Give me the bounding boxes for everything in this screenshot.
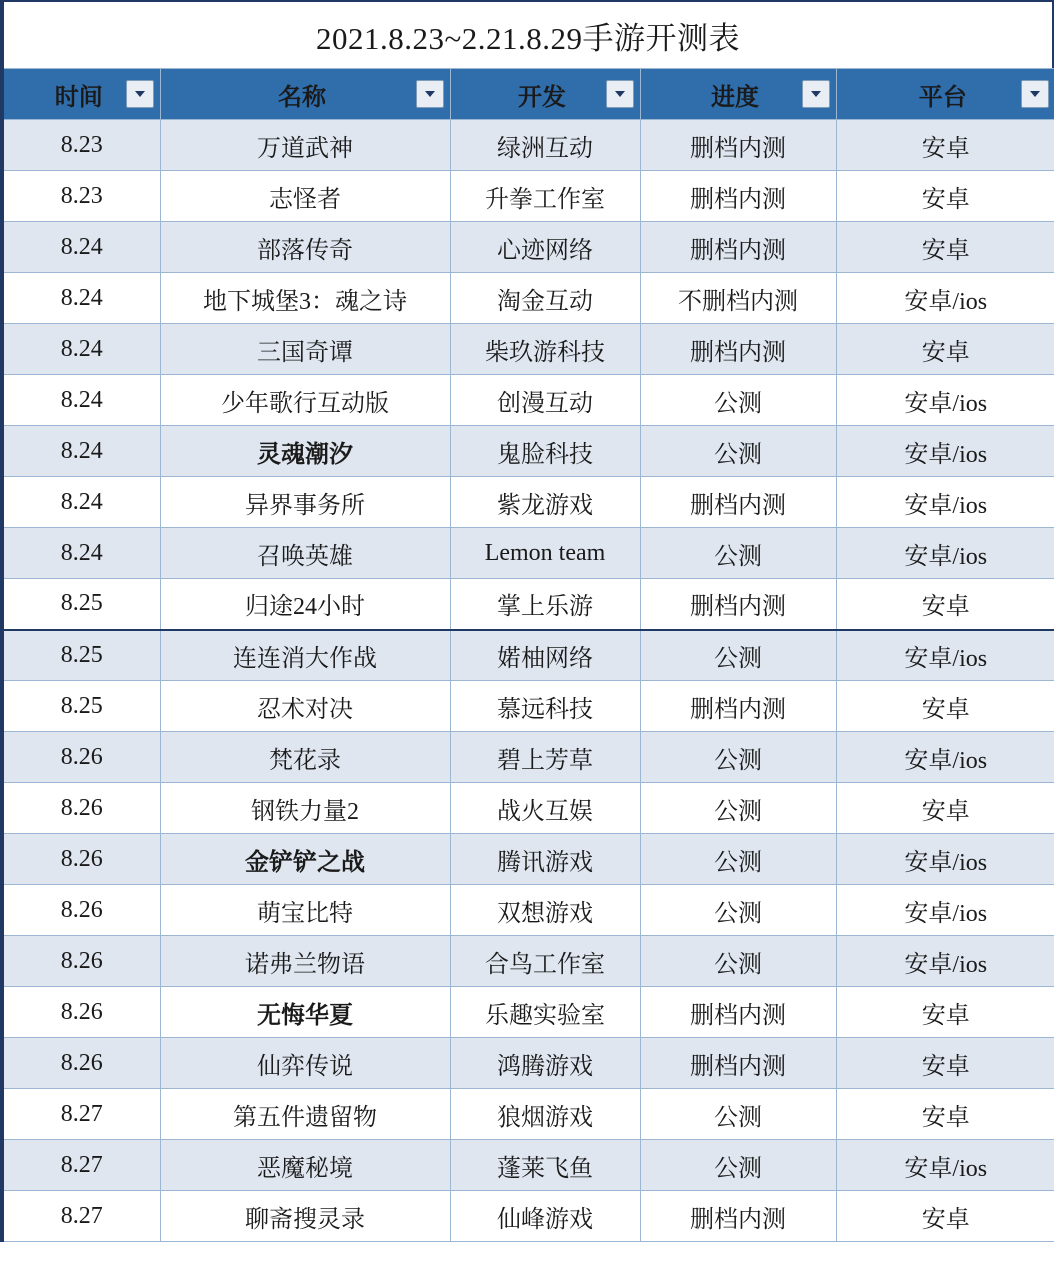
chevron-down-icon [135, 91, 145, 97]
cell-platform[interactable]: 安卓/ios [836, 834, 1054, 885]
column-header-time[interactable] [2, 69, 160, 120]
table-row [2, 426, 1054, 477]
table-row [2, 477, 1054, 528]
cell-dev[interactable]: 掌上乐游 [450, 579, 640, 630]
cell-time[interactable]: 8.25 [2, 681, 160, 732]
table-row [2, 324, 1054, 375]
table-row [2, 120, 1054, 171]
table-row [2, 528, 1054, 579]
filter-dropdown-icon-name[interactable] [416, 80, 444, 108]
column-header-time-label: 时间 [54, 84, 103, 111]
cell-name[interactable]: 钢铁力量2 [160, 783, 450, 834]
cell-progress[interactable]: 删档内测 [640, 324, 836, 375]
chevron-down-icon [811, 91, 821, 97]
cell-platform[interactable]: 安卓/ios [836, 375, 1054, 426]
cell-platform[interactable]: 安卓 [836, 681, 1054, 732]
cell-platform[interactable]: 安卓 [836, 171, 1054, 222]
cell-progress[interactable]: 删档内测 [640, 171, 836, 222]
cell-name[interactable]: 无悔华夏 [160, 987, 450, 1038]
cell-time[interactable]: 8.24 [2, 375, 160, 426]
cell-time[interactable]: 8.27 [2, 1089, 160, 1140]
cell-dev[interactable]: 狼烟游戏 [450, 1089, 640, 1140]
cell-progress[interactable]: 公测 [640, 426, 836, 477]
cell-dev[interactable]: 淘金互动 [450, 273, 640, 324]
cell-progress[interactable]: 公测 [640, 528, 836, 579]
cell-dev[interactable]: 仙峰游戏 [450, 1191, 640, 1242]
cell-progress[interactable]: 删档内测 [640, 1191, 836, 1242]
table-row [2, 375, 1054, 426]
cell-platform[interactable]: 安卓 [836, 324, 1054, 375]
cell-time[interactable]: 8.26 [2, 834, 160, 885]
table-row [2, 1089, 1054, 1140]
cell-time[interactable]: 8.24 [2, 477, 160, 528]
cell-name[interactable]: 灵魂潮汐 [160, 426, 450, 477]
cell-time[interactable]: 8.26 [2, 936, 160, 987]
cell-time[interactable]: 8.27 [2, 1140, 160, 1191]
cell-dev[interactable]: 升拳工作室 [450, 171, 640, 222]
cell-platform[interactable]: 安卓 [836, 222, 1054, 273]
cell-time[interactable]: 8.23 [2, 120, 160, 171]
filter-dropdown-icon-dev[interactable] [606, 80, 634, 108]
cell-dev[interactable]: 慕远科技 [450, 681, 640, 732]
cell-time[interactable]: 8.26 [2, 987, 160, 1038]
cell-progress[interactable]: 删档内测 [640, 1038, 836, 1089]
chevron-down-icon [1030, 91, 1040, 97]
cell-time[interactable]: 8.24 [2, 324, 160, 375]
cell-time[interactable]: 8.24 [2, 426, 160, 477]
cell-dev[interactable]: Lemon team [450, 528, 640, 579]
cell-platform[interactable]: 安卓 [836, 579, 1054, 630]
cell-progress[interactable]: 删档内测 [640, 477, 836, 528]
column-header-platform-label: 平台 [918, 84, 967, 111]
cell-name[interactable]: 金铲铲之战 [160, 834, 450, 885]
cell-progress[interactable]: 不删档内测 [640, 273, 836, 324]
column-header-progress-label: 进度 [711, 84, 759, 111]
cell-name[interactable]: 诺弗兰物语 [160, 936, 450, 987]
column-header-dev[interactable] [450, 69, 640, 120]
cell-progress[interactable]: 公测 [640, 783, 836, 834]
cell-time[interactable]: 8.24 [2, 222, 160, 273]
cell-time[interactable]: 8.27 [2, 1191, 160, 1242]
column-header-name-label: 名称 [278, 84, 326, 111]
filter-dropdown-icon-platform[interactable] [1021, 80, 1049, 108]
column-header-progress[interactable] [640, 69, 836, 120]
table-row [2, 987, 1054, 1038]
table-row [2, 834, 1054, 885]
cell-time[interactable]: 8.26 [2, 783, 160, 834]
cell-dev[interactable]: 绿洲互动 [450, 120, 640, 171]
cell-platform[interactable]: 安卓 [836, 120, 1054, 171]
cell-dev[interactable]: 心迹网络 [450, 222, 640, 273]
cell-dev[interactable]: 合鸟工作室 [450, 936, 640, 987]
cell-dev[interactable]: 蓬莱飞鱼 [450, 1140, 640, 1191]
cell-dev[interactable]: 乐趣实验室 [450, 987, 640, 1038]
cell-progress[interactable]: 公测 [640, 732, 836, 783]
table-row [2, 579, 1054, 630]
cell-dev[interactable]: 战火互娱 [450, 783, 640, 834]
cell-name[interactable]: 连连消大作战 [160, 630, 450, 681]
cell-platform[interactable]: 安卓/ios [836, 273, 1054, 324]
cell-time[interactable]: 8.25 [2, 630, 160, 681]
cell-dev[interactable]: 紫龙游戏 [450, 477, 640, 528]
filter-dropdown-icon-progress[interactable] [802, 80, 830, 108]
cell-time[interactable]: 8.26 [2, 732, 160, 783]
cell-name[interactable]: 忍术对决 [160, 681, 450, 732]
cell-platform[interactable]: 安卓/ios [836, 426, 1054, 477]
cell-dev[interactable]: 腾讯游戏 [450, 834, 640, 885]
table-row [2, 630, 1054, 681]
chevron-down-icon [615, 91, 625, 97]
cell-time[interactable]: 8.26 [2, 1038, 160, 1089]
cell-dev[interactable]: 碧上芳草 [450, 732, 640, 783]
filter-dropdown-icon-time[interactable] [126, 80, 154, 108]
sheet-title-row [0, 0, 1054, 68]
cell-progress[interactable]: 删档内测 [640, 120, 836, 171]
cell-dev[interactable]: 创漫互动 [450, 375, 640, 426]
game-release-table [0, 68, 1054, 1242]
table-row [2, 273, 1054, 324]
cell-platform[interactable]: 安卓/ios [836, 528, 1054, 579]
cell-platform[interactable]: 安卓/ios [836, 630, 1054, 681]
cell-dev[interactable]: 婼柚网络 [450, 630, 640, 681]
cell-progress[interactable]: 删档内测 [640, 681, 836, 732]
cell-name[interactable]: 归途24小时 [160, 579, 450, 630]
page-title: 2021.8.23~2.21.8.29手游开测表 [315, 20, 741, 56]
cell-name[interactable]: 恶魔秘境 [160, 1140, 450, 1191]
table-row [2, 732, 1054, 783]
cell-platform[interactable]: 安卓 [836, 987, 1054, 1038]
table-row [2, 783, 1054, 834]
cell-time[interactable]: 8.24 [2, 273, 160, 324]
cell-name[interactable]: 志怪者 [160, 171, 450, 222]
cell-progress[interactable]: 公测 [640, 936, 836, 987]
cell-name[interactable]: 异界事务所 [160, 477, 450, 528]
chevron-down-icon [425, 91, 435, 97]
table-row [2, 1038, 1054, 1089]
cell-name[interactable]: 第五件遗留物 [160, 1089, 450, 1140]
cell-name[interactable]: 梵花录 [160, 732, 450, 783]
cell-name[interactable]: 地下城堡3：魂之诗 [160, 273, 450, 324]
table-row [2, 936, 1054, 987]
cell-progress[interactable]: 公测 [640, 630, 836, 681]
cell-name[interactable]: 三国奇谭 [160, 324, 450, 375]
cell-name[interactable]: 少年歌行互动版 [160, 375, 450, 426]
cell-time[interactable]: 8.26 [2, 885, 160, 936]
cell-platform[interactable]: 安卓 [836, 1038, 1054, 1089]
cell-platform[interactable]: 安卓 [836, 1191, 1054, 1242]
cell-progress[interactable]: 公测 [640, 375, 836, 426]
cell-name[interactable]: 仙弈传说 [160, 1038, 450, 1089]
cell-name[interactable]: 召唤英雄 [160, 528, 450, 579]
cell-dev[interactable]: 柴玖游科技 [450, 324, 640, 375]
cell-platform[interactable]: 安卓 [836, 1089, 1054, 1140]
table-row [2, 222, 1054, 273]
cell-platform[interactable]: 安卓/ios [836, 885, 1054, 936]
cell-name[interactable]: 聊斋搜灵录 [160, 1191, 450, 1242]
cell-time[interactable]: 8.25 [2, 579, 160, 630]
table-header [2, 69, 1054, 120]
cell-platform[interactable]: 安卓/ios [836, 732, 1054, 783]
cell-name[interactable]: 部落传奇 [160, 222, 450, 273]
column-header-dev-label: 开发 [518, 84, 566, 111]
cell-platform[interactable]: 安卓 [836, 783, 1054, 834]
column-header-platform[interactable] [836, 69, 1054, 120]
table-row [2, 1191, 1054, 1242]
cell-platform[interactable]: 安卓/ios [836, 936, 1054, 987]
cell-dev[interactable]: 双想游戏 [450, 885, 640, 936]
cell-progress[interactable]: 删档内测 [640, 222, 836, 273]
cell-name[interactable]: 万道武神 [160, 120, 450, 171]
cell-progress[interactable]: 公测 [640, 1140, 836, 1191]
table-row [2, 1140, 1054, 1191]
table-body [2, 120, 1054, 1242]
table-row [2, 171, 1054, 222]
cell-platform[interactable]: 安卓/ios [836, 477, 1054, 528]
column-header-name[interactable] [160, 69, 450, 120]
cell-dev[interactable]: 鸿腾游戏 [450, 1038, 640, 1089]
cell-platform[interactable]: 安卓/ios [836, 1140, 1054, 1191]
cell-progress[interactable]: 公测 [640, 1089, 836, 1140]
table-row [2, 885, 1054, 936]
cell-name[interactable]: 萌宝比特 [160, 885, 450, 936]
cell-progress[interactable]: 删档内测 [640, 579, 836, 630]
cell-progress[interactable]: 公测 [640, 885, 836, 936]
cell-progress[interactable]: 公测 [640, 834, 836, 885]
table-header-row [2, 69, 1054, 120]
cell-progress[interactable]: 删档内测 [640, 987, 836, 1038]
cell-time[interactable]: 8.23 [2, 171, 160, 222]
table-row [2, 681, 1054, 732]
cell-time[interactable]: 8.24 [2, 528, 160, 579]
cell-dev[interactable]: 鬼脸科技 [450, 426, 640, 477]
